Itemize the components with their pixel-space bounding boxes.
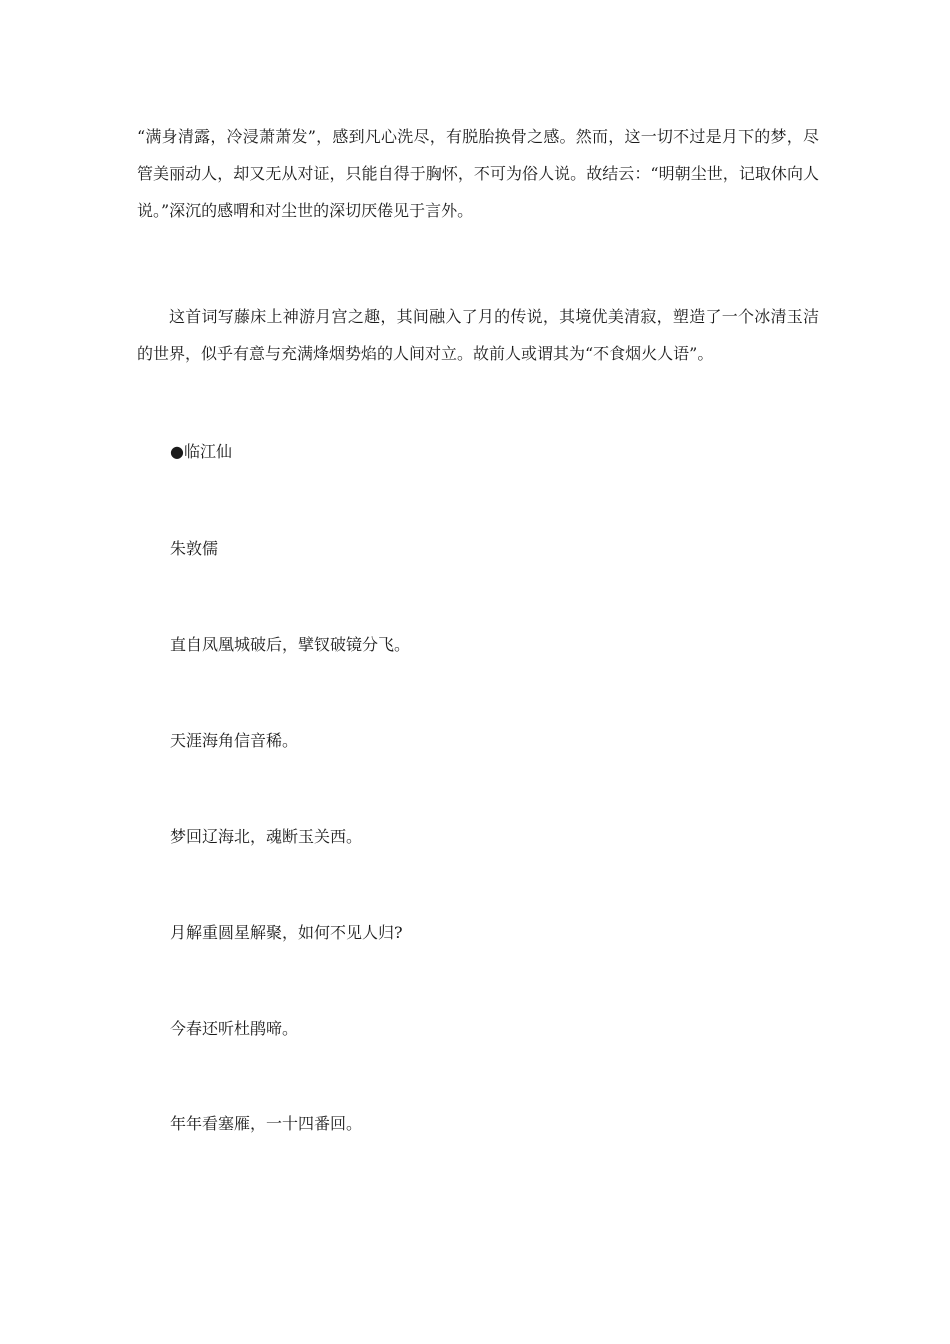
poem-author: 朱敦儒 bbox=[170, 539, 219, 558]
poem-verse: 今春还听杜鹃啼。 bbox=[170, 1019, 299, 1038]
commentary-paragraph-1: “满身清露，冷浸萧萧发”，感到凡心洗尽，有脱胎换骨之感。然而，这一切不过是月下的梦，尽管美丽动人，却又无从对证，只能自得于胸怀，不可为俗人说。故结云：“明朝尘世，记取休向人说。”深沉的感喟和对尘世的深切厌倦见于言外。 bbox=[137, 127, 819, 220]
poem-verse: 天涯海角信音稀。 bbox=[170, 731, 299, 750]
poem-verse: 年年看塞雁，一十四番回。 bbox=[170, 1114, 363, 1133]
commentary-paragraph-2: 这首词写藤床上神游月宫之趣，其间融入了月的传说，其境优美清寂，塑造了一个冰清玉洁的世界，似乎有意与充满烽烟势焰的人间对立。故前人或谓其为“不食烟火人语”。 bbox=[137, 307, 819, 363]
poem-verse: 月解重圆星解聚，如何不见人归? bbox=[170, 923, 403, 942]
poem-verse: 梦回辽海北，魂断玉关西。 bbox=[170, 827, 363, 846]
poem-verse: 直自凤凰城破后，擘钗破镜分飞。 bbox=[170, 635, 411, 654]
poem-title: ●临江仙 bbox=[170, 442, 232, 461]
